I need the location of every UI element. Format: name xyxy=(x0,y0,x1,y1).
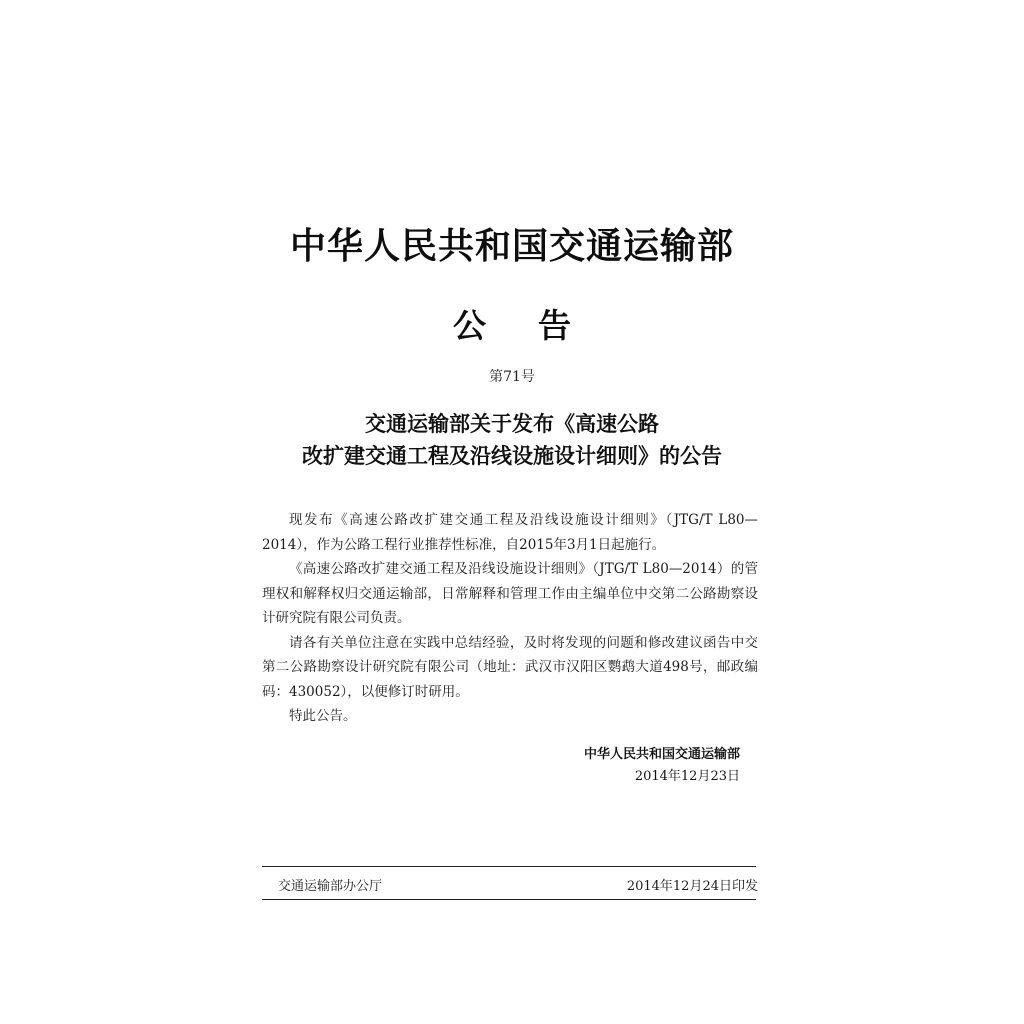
document-type-char-1: 公 xyxy=(453,306,486,345)
announcement-heading-line-1: 交通运输部关于发布《高速公路 xyxy=(365,411,659,436)
signature-organization: 中华人民共和国交通运输部 xyxy=(583,747,740,762)
issuing-organization-title: 中华人民共和国交通运输部 xyxy=(289,225,734,267)
signature-date: 2014年12月23日 xyxy=(634,769,740,784)
footer-divider-bottom xyxy=(262,899,756,900)
footer-issuer: 交通运输部办公厅 xyxy=(278,879,383,894)
document-number: 第71号 xyxy=(489,369,535,385)
footer-print-date: 2014年12月24日印发 xyxy=(626,879,758,894)
footer-divider-top xyxy=(262,866,756,867)
announcement-body xyxy=(262,508,758,729)
announcement-heading-line-2: 改扩建交通工程及沿线设施设计细则》的公告 xyxy=(302,443,722,468)
body-paragraph-3: 请各有关单位注意在实践中总结经验，及时将发现的问题和修改建议函告中交第二公路勘察设计研究院有限公司（地址：武汉市汉阳区鹦鹉大道498号，邮政编码：430052），以便修订时研用。 xyxy=(262,634,758,700)
signature-block xyxy=(540,744,740,788)
document-type-char-2: 告 xyxy=(538,306,571,345)
body-paragraph-2: 《高速公路改扩建交通工程及沿线设施设计细则》（JTG/T L80—2014）的管理权和解释权归交通运输部，日常解释和管理工作由主编单位中交第二公路勘察设计研究院有限公司负责。 xyxy=(262,561,758,626)
body-paragraph-1: 现发布《高速公路改扩建交通工程及沿线设施设计细则》（JTG/T L80—2014），作为公路工程行业推荐性标准，自2015年3月1日起施行。 xyxy=(262,512,758,553)
body-paragraph-4: 特此公告。 xyxy=(289,708,357,724)
announcement-heading xyxy=(0,408,1024,472)
document-type-title xyxy=(0,300,1024,347)
